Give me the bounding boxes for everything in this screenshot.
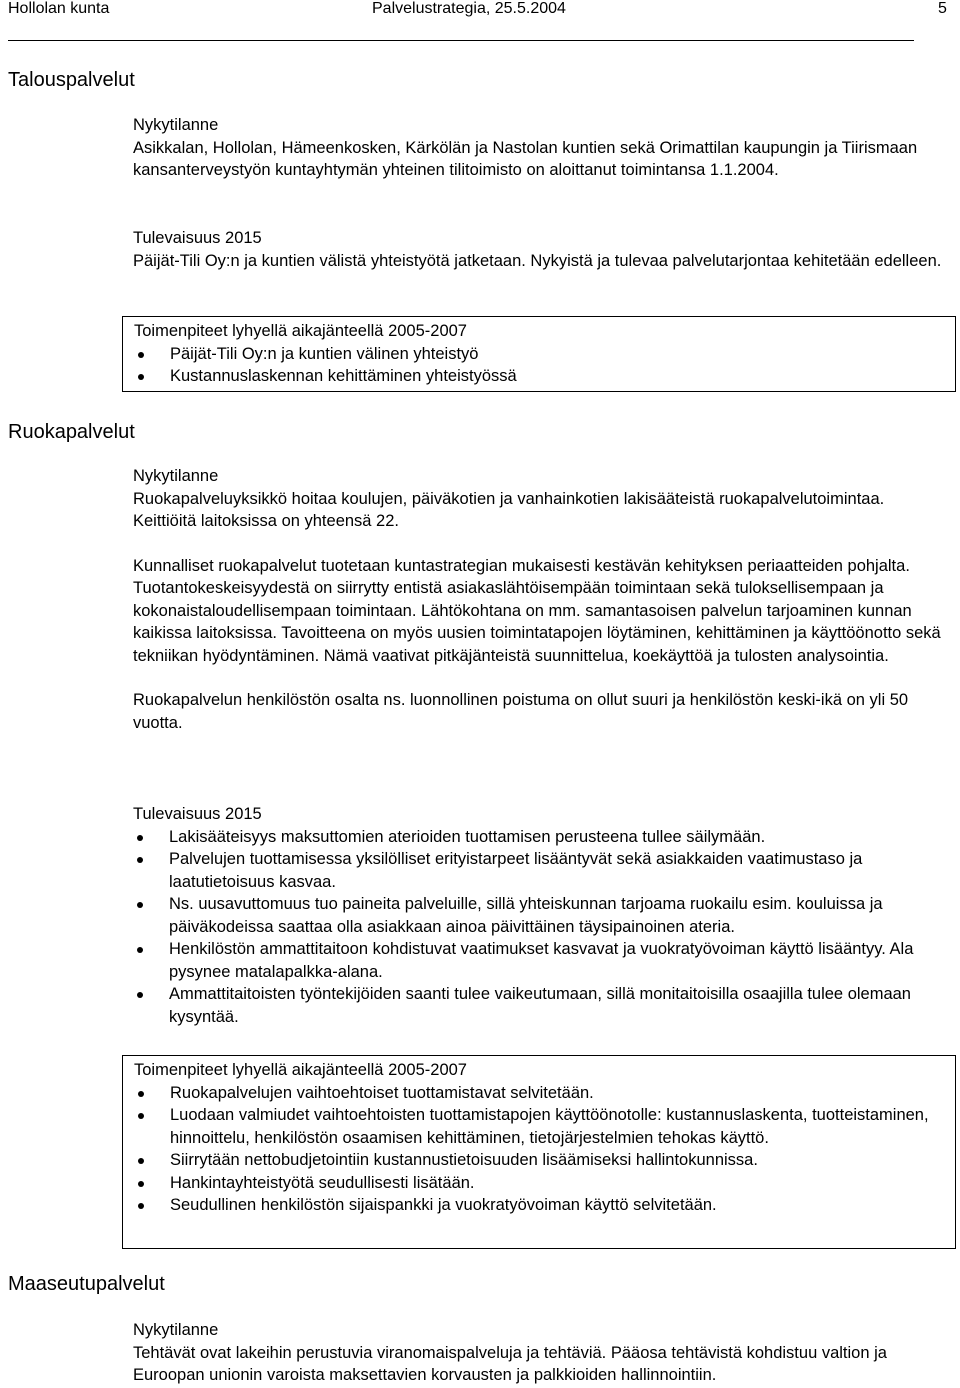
paragraph: Ruokapalvelun henkilöstön osalta ns. luonnollinen poistuma on ollut suuri ja henkilöstön keski-ikä on yli 50 vuotta. bbox=[133, 691, 909, 732]
list-item-text: Päijät-Tili Oy:n ja kuntien välinen yhteistyö bbox=[170, 344, 479, 363]
paragraph: Kunnalliset ruokapalvelut tuotetaan kuntastrategian mukaisesti kestävän kehityksen periaatteiden pohjalta. Tuotantokeskeisyydestä on siirrytty entistä asiakaslähtöisempään toimintaan sekä tuloksellisempaan ja kokonaistaloudellisempaan toimintaan. Lähtökohtana on mm. samantasoisen palvelun tarjoaminen kunnan kaikissa laitoksissa. Tavoitteena on myös uusien toimintatapojen löytäminen, kehittäminen ja käyttöönotto sekä tekniikan hyödyntäminen. Nämä vaativat pitkäjänteistä suunnittelua, koekäyttöä ja tulosten analysointia. bbox=[133, 556, 941, 665]
list-item bbox=[134, 1149, 955, 1172]
paragraph: Ruokapalveluyksikkö hoitaa koulujen, päiväkotien ja vanhainkotien lakisääteistä ruokapalvelutoimintaa. Keittiöitä laitoksissa on yhteensä 22. bbox=[133, 489, 885, 530]
header-document-title: Palvelustrategia, 25.5.2004 bbox=[372, 0, 566, 17]
bullet-icon bbox=[137, 835, 143, 841]
maaseutupalvelut-current-state bbox=[133, 1319, 948, 1387]
list-item-text: Siirrytään nettobudjetointiin kustannustietoisuuden lisäämiseksi hallintokunnissa. bbox=[170, 1151, 758, 1169]
list-item-text: Seudullinen henkilöstön sijaispankki ja vuokratyövoiman käyttö selvitetään. bbox=[170, 1196, 717, 1214]
list-item-text: Palvelujen tuottamisessa yksilölliset erityistarpeet lisääntyvät sekä asiakkaiden vaatimustaso ja laatutietoisuus kasvaa. bbox=[169, 850, 863, 891]
talouspalvelut-future bbox=[133, 227, 948, 272]
talouspalvelut-actions-box bbox=[122, 316, 956, 392]
future-list bbox=[133, 826, 948, 1029]
subheading-toimenpiteet: Toimenpiteet lyhyellä aikajänteellä 2005-2007 bbox=[134, 322, 467, 340]
list-item bbox=[133, 983, 948, 1028]
section-heading-talouspalvelut: Talouspalvelut bbox=[8, 69, 135, 91]
header-rule bbox=[8, 40, 914, 41]
bullet-icon bbox=[138, 374, 144, 380]
subheading-nykytilanne: Nykytilanne bbox=[133, 1321, 219, 1339]
list-item bbox=[134, 1194, 955, 1217]
list-item-text: Henkilöstön ammattitaitoon kohdistuvat vaatimukset kasvavat ja vuokratyövoiman käyttö lisääntyy. Ala pysynee matalapalkka-alana. bbox=[169, 940, 914, 981]
subheading-tulevaisuus: Tulevaisuus 2015 bbox=[133, 229, 262, 247]
subheading-nykytilanne: Nykytilanne bbox=[133, 467, 219, 485]
list-item bbox=[134, 1082, 955, 1105]
section-heading-ruokapalvelut: Ruokapalvelut bbox=[8, 421, 135, 443]
list-item bbox=[133, 848, 948, 893]
paragraph: Päijät-Tili Oy:n ja kuntien välistä yhteistyötä jatketaan. Nykyistä ja tulevaa palvelutarjontaa kehitetään edelleen. bbox=[133, 251, 942, 270]
ruokapalvelut-future bbox=[133, 803, 948, 1028]
bullet-icon bbox=[138, 1203, 144, 1209]
list-item bbox=[133, 826, 948, 849]
bullet-icon bbox=[138, 1158, 144, 1164]
bullet-icon bbox=[137, 857, 143, 863]
header-municipality: Hollolan kunta bbox=[8, 0, 110, 17]
list-item bbox=[133, 893, 948, 938]
list-item-text: Ns. uusavuttomuus tuo paineita palveluille, sillä yhteiskunnan tarjoama ruokailu esim. kouluissa ja päiväkodeissa saattaa olla asiakkaan ainoa päivittäinen täysipainoinen ateria. bbox=[169, 895, 883, 936]
bullet-icon bbox=[138, 1091, 144, 1097]
bullet-icon bbox=[137, 992, 143, 998]
list-item bbox=[134, 1172, 955, 1195]
list-item bbox=[133, 938, 948, 983]
list-item bbox=[134, 1104, 955, 1149]
list-item-text: Ammattitaitoisten työntekijöiden saanti tulee vaikeutumaan, sillä monitaitoisilla osaajilla tulee olemaan kysyntää. bbox=[169, 985, 911, 1026]
list-item-text: Ruokapalvelujen vaihtoehtoiset tuottamistavat selvitetään. bbox=[170, 1083, 594, 1102]
bullet-icon bbox=[138, 1113, 144, 1119]
ruokapalvelut-actions-box bbox=[122, 1055, 956, 1249]
bullet-icon bbox=[138, 1181, 144, 1187]
list-item-text: Hankintayhteistyötä seudullisesti lisätään. bbox=[170, 1173, 475, 1192]
paragraph: Asikkalan, Hollolan, Hämeenkosken, Kärkölän ja Nastolan kuntien sekä Orimattilan kaupungin ja Tiirismaan kansanterveystyön kuntayhtymän yhteinen tilitoimisto on aloittanut toimintansa 1.1.2004. bbox=[133, 138, 918, 179]
actions-list bbox=[134, 1082, 955, 1217]
bullet-icon bbox=[137, 947, 143, 953]
bullet-icon bbox=[138, 352, 144, 358]
section-heading-maaseutupalvelut: Maaseutupalvelut bbox=[8, 1273, 165, 1295]
list-item-text: Kustannuslaskennan kehittäminen yhteistyössä bbox=[170, 367, 517, 385]
actions-list bbox=[134, 343, 955, 388]
talouspalvelut-current-state bbox=[133, 114, 948, 182]
bullet-icon bbox=[137, 902, 143, 908]
subheading-nykytilanne: Nykytilanne bbox=[133, 116, 219, 134]
list-item-text: Lakisääteisyys maksuttomien aterioiden tuottamisen perusteena tullee säilymään. bbox=[169, 827, 766, 846]
paragraph: Tehtävät ovat lakeihin perustuvia viranomaispalveluja ja tehtäviä. Pääosa tehtävistä kohdistuu valtion ja Euroopan unionin varoista maksettavien korvausten ja palkkioiden hallinnointiin. bbox=[133, 1343, 887, 1384]
page-number: 5 bbox=[938, 0, 947, 17]
list-item-text: Luodaan valmiudet vaihtoehtoisten tuottamistapojen käyttöönotolle: kustannuslaskenta, tuotteistaminen, hinnoittelu, henkilöstön osaamisen kehittäminen, tietojärjestelmien tehokas käyttö. bbox=[170, 1106, 929, 1147]
subheading-tulevaisuus: Tulevaisuus 2015 bbox=[133, 805, 262, 823]
list-item bbox=[134, 343, 955, 366]
list-item bbox=[134, 365, 955, 388]
ruokapalvelut-current-state bbox=[133, 465, 948, 734]
subheading-toimenpiteet: Toimenpiteet lyhyellä aikajänteellä 2005-2007 bbox=[134, 1061, 467, 1079]
